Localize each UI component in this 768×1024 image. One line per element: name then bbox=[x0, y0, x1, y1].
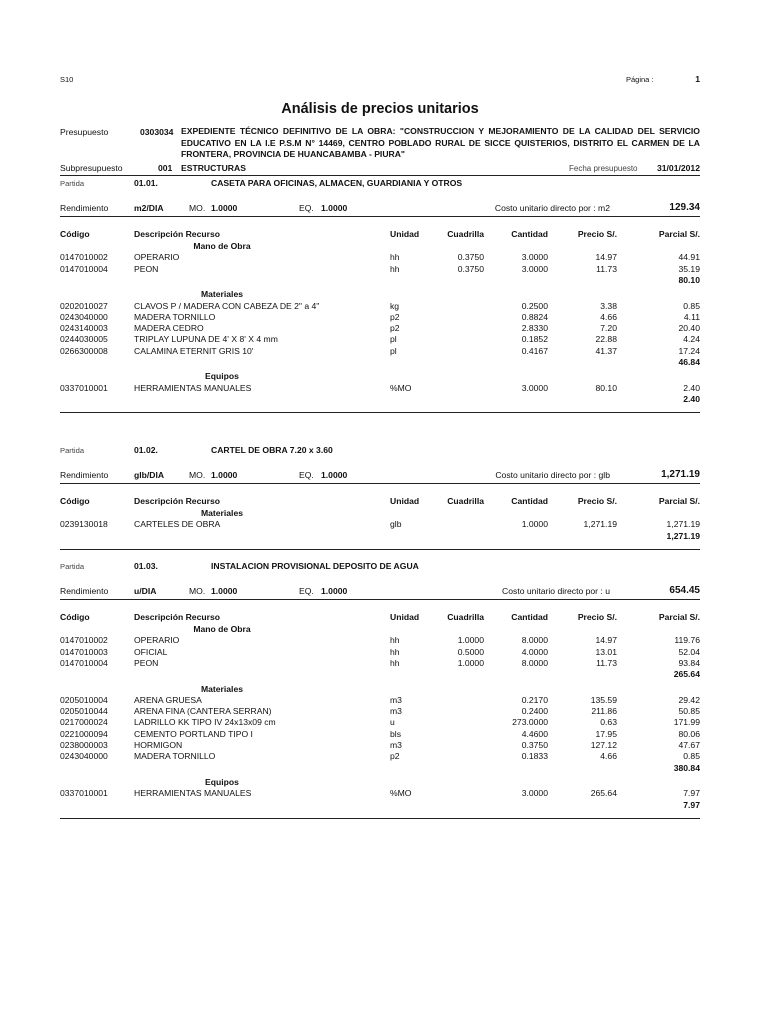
row-description: PEON bbox=[134, 263, 159, 274]
row-unit: m3 bbox=[390, 740, 402, 750]
row-code: 0147010004 bbox=[60, 657, 108, 668]
cost-label: Costo unitario directo por : u bbox=[502, 586, 610, 596]
row-code: 0221000094 bbox=[60, 728, 108, 739]
partida-code: 01.02. bbox=[134, 445, 158, 455]
divider bbox=[60, 549, 700, 550]
col-descripcion: Descripción Recurso bbox=[134, 612, 220, 622]
row-cantidad: 4.4600 bbox=[521, 728, 548, 739]
col-precio: Precio S/. bbox=[577, 229, 617, 239]
page-title: Análisis de precios unitarios bbox=[281, 101, 479, 117]
row-description: HORMIGON bbox=[134, 740, 183, 750]
row-code: 0243040000 bbox=[60, 751, 108, 762]
row-cantidad: 0.2400 bbox=[521, 706, 548, 717]
row-cantidad: 0.1833 bbox=[521, 751, 548, 762]
group-title: Equipos bbox=[205, 371, 239, 382]
row-unit: %MO bbox=[390, 382, 412, 393]
rendimiento-unit: m2/DIA bbox=[134, 203, 164, 213]
mo-value: 1.0000 bbox=[211, 203, 238, 213]
divider bbox=[60, 216, 700, 217]
col-codigo: Código bbox=[60, 612, 90, 622]
row-code: 0243140003 bbox=[60, 323, 108, 334]
group-subtotal: 7.97 bbox=[683, 799, 700, 810]
cost-value: 1,271.19 bbox=[661, 469, 700, 480]
row-cantidad: 0.2170 bbox=[521, 694, 548, 705]
row-cantidad: 0.3750 bbox=[521, 740, 548, 750]
row-cantidad: 0.1852 bbox=[521, 334, 548, 345]
row-code: 0202010027 bbox=[60, 300, 108, 311]
row-code: 0205010004 bbox=[60, 694, 108, 705]
row-cantidad: 3.0000 bbox=[521, 382, 548, 393]
rendimiento-label: Rendimiento bbox=[60, 203, 109, 213]
row-precio: 127.12 bbox=[590, 740, 617, 750]
row-code: 0147010002 bbox=[60, 252, 108, 263]
row-description: HERRAMIENTAS MANUALES bbox=[134, 382, 252, 393]
row-parcial: 47.67 bbox=[678, 740, 700, 750]
row-precio: 11.73 bbox=[596, 657, 617, 668]
row-parcial: 119.76 bbox=[674, 635, 700, 646]
row-parcial: 52.04 bbox=[678, 646, 700, 657]
row-parcial: 4.24 bbox=[683, 334, 700, 345]
partida-label: Partida bbox=[60, 446, 85, 455]
col-unidad: Unidad bbox=[390, 612, 420, 622]
divider bbox=[60, 412, 700, 413]
col-descripcion: Descripción Recurso bbox=[134, 496, 220, 506]
row-unit: m3 bbox=[390, 694, 402, 705]
row-precio: 265.64 bbox=[590, 788, 617, 799]
subpresupuesto-name: ESTRUCTURAS bbox=[181, 163, 246, 173]
row-description: MADERA TORNILLO bbox=[134, 751, 216, 762]
row-unit: hh bbox=[390, 635, 400, 646]
row-precio: 80.10 bbox=[595, 382, 617, 393]
col-cuadrilla: Cuadrilla bbox=[447, 496, 484, 506]
row-parcial: 29.42 bbox=[678, 694, 700, 705]
rendimiento-unit: u/DIA bbox=[134, 586, 157, 596]
row-parcial: 2.40 bbox=[683, 382, 700, 393]
col-codigo: Código bbox=[60, 496, 90, 506]
row-code: 0239130018 bbox=[60, 519, 108, 530]
row-code: 0238000003 bbox=[60, 740, 108, 750]
row-precio: 41.37 bbox=[595, 345, 617, 356]
row-description: CALAMINA ETERNIT GRIS 10' bbox=[134, 345, 254, 356]
col-cantidad: Cantidad bbox=[511, 496, 548, 506]
cost-value: 654.45 bbox=[669, 585, 700, 596]
col-parcial: Parcial S/. bbox=[658, 612, 700, 622]
row-description: LADRILLO KK TIPO IV 24x13x09 cm bbox=[134, 717, 276, 728]
rendimiento-unit: glb/DIA bbox=[134, 470, 165, 480]
row-unit: %MO bbox=[390, 788, 412, 799]
subpresupuesto-label: Subpresupuesto bbox=[60, 163, 123, 173]
mo-value: 1.0000 bbox=[211, 586, 238, 596]
col-unidad: Unidad bbox=[390, 229, 420, 239]
row-description: MADERA CEDRO bbox=[134, 323, 204, 334]
row-parcial: 93.84 bbox=[678, 657, 700, 668]
row-description: PEON bbox=[134, 657, 159, 668]
partida-name: CASETA PARA OFICINAS, ALMACEN, GUARDIANIA Y OTROS bbox=[211, 178, 463, 188]
presupuesto-label: Presupuesto bbox=[60, 127, 109, 137]
mo-label: MO. bbox=[189, 586, 206, 596]
row-description: MADERA TORNILLO bbox=[134, 311, 216, 322]
eq-label: EQ. bbox=[299, 470, 314, 480]
row-cuadrilla: 0.3750 bbox=[457, 263, 484, 274]
row-unit: hh bbox=[390, 657, 400, 668]
row-description: CEMENTO PORTLAND TIPO I bbox=[134, 728, 253, 739]
row-cantidad: 0.8824 bbox=[521, 311, 548, 322]
row-parcial: 7.97 bbox=[683, 788, 700, 799]
partida-label: Partida bbox=[60, 179, 85, 188]
row-cantidad: 3.0000 bbox=[521, 252, 548, 263]
row-parcial: 80.06 bbox=[678, 728, 700, 739]
row-parcial: 35.19 bbox=[678, 263, 700, 274]
row-cuadrilla: 0.3750 bbox=[457, 252, 484, 263]
row-parcial: 50.85 bbox=[678, 706, 700, 717]
eq-value: 1.0000 bbox=[321, 203, 348, 213]
row-code: 0243040000 bbox=[60, 311, 108, 322]
row-code: 0244030005 bbox=[60, 334, 108, 345]
group-subtotal: 2.40 bbox=[683, 393, 700, 404]
col-parcial: Parcial S/. bbox=[658, 229, 700, 239]
row-unit: pl bbox=[390, 345, 397, 356]
row-code: 0205010044 bbox=[60, 706, 108, 717]
row-code: 0217000024 bbox=[60, 717, 108, 728]
row-unit: bls bbox=[390, 728, 401, 739]
eq-value: 1.0000 bbox=[321, 470, 348, 480]
row-cuadrilla: 1.0000 bbox=[457, 657, 484, 668]
row-unit: glb bbox=[390, 519, 402, 530]
col-parcial: Parcial S/. bbox=[658, 496, 700, 506]
row-precio: 4.66 bbox=[600, 751, 617, 762]
row-unit: hh bbox=[390, 263, 400, 274]
row-cuadrilla: 0.5000 bbox=[457, 646, 484, 657]
row-precio: 4.66 bbox=[600, 311, 617, 322]
page-number: 1 bbox=[695, 74, 700, 84]
row-precio: 3.38 bbox=[600, 300, 617, 311]
row-precio: 135.59 bbox=[590, 694, 617, 705]
rendimiento-label: Rendimiento bbox=[60, 470, 109, 480]
row-cantidad: 3.0000 bbox=[521, 263, 548, 274]
row-cantidad: 0.4167 bbox=[521, 345, 548, 356]
group-subtotal: 46.84 bbox=[678, 357, 700, 367]
row-unit: u bbox=[390, 717, 395, 728]
partida-code: 01.01. bbox=[134, 178, 158, 188]
presupuesto-description: EXPEDIENTE TÉCNICO DEFINITIVO DE LA OBRA: "CONSTRUCCION Y MEJORAMIENTO DE LA CALIDAD DEL SERVICIO EDUCATIVO EN LA I.E P.S.M N° 14469, CENTRO POBLADO RURAL DE SICCE QUISTERIOS, DISTRITO EL CARMEN DE LA FRONTERA, PROVINCIA DE HUANCABAMBA - PIURA" bbox=[181, 126, 700, 159]
fecha-value: 31/01/2012 bbox=[656, 163, 700, 173]
divider bbox=[60, 818, 700, 819]
row-parcial: 20.40 bbox=[678, 323, 700, 334]
row-unit: m3 bbox=[390, 706, 402, 717]
row-cantidad: 1.0000 bbox=[521, 519, 548, 530]
partida-name: CARTEL DE OBRA 7.20 x 3.60 bbox=[211, 445, 333, 455]
group-title: Mano de Obra bbox=[193, 241, 251, 251]
col-cuadrilla: Cuadrilla bbox=[447, 229, 484, 239]
page-label: Página : bbox=[626, 75, 654, 84]
row-unit: p2 bbox=[390, 751, 400, 762]
row-code: 0147010004 bbox=[60, 263, 108, 274]
col-cantidad: Cantidad bbox=[511, 229, 548, 239]
row-cantidad: 2.8330 bbox=[521, 323, 548, 334]
partida-code: 01.03. bbox=[134, 561, 158, 571]
eq-label: EQ. bbox=[299, 586, 314, 596]
row-cantidad: 8.0000 bbox=[521, 657, 548, 668]
row-precio: 11.73 bbox=[596, 263, 617, 274]
divider bbox=[60, 175, 700, 176]
row-parcial: 171.99 bbox=[673, 717, 700, 728]
row-parcial: 0.85 bbox=[683, 300, 700, 311]
row-cantidad: 8.0000 bbox=[521, 635, 548, 646]
col-precio: Precio S/. bbox=[577, 612, 617, 622]
col-cantidad: Cantidad bbox=[511, 612, 548, 622]
row-code: 0337010001 bbox=[60, 382, 108, 393]
row-cantidad: 273.0000 bbox=[512, 717, 548, 728]
col-precio: Precio S/. bbox=[577, 496, 617, 506]
row-description: ARENA GRUESA bbox=[134, 694, 202, 705]
row-unit: pl bbox=[390, 334, 397, 345]
mo-label: MO. bbox=[189, 203, 206, 213]
row-unit: hh bbox=[390, 252, 400, 263]
row-precio: 13.01 bbox=[595, 646, 617, 657]
cost-label: Costo unitario directo por : glb bbox=[495, 470, 610, 480]
report-code: S10 bbox=[60, 75, 74, 84]
fecha-label: Fecha presupuesto bbox=[569, 164, 638, 173]
row-cantidad: 0.2500 bbox=[521, 300, 548, 311]
row-description: TRIPLAY LUPUNA DE 4' X 8' X 4 mm bbox=[134, 334, 278, 345]
row-precio: 22.88 bbox=[595, 334, 617, 345]
col-unidad: Unidad bbox=[390, 496, 420, 506]
row-description: ARENA FINA (CANTERA SERRAN) bbox=[134, 706, 272, 717]
subpresupuesto-code: 001 bbox=[158, 163, 173, 173]
eq-value: 1.0000 bbox=[321, 586, 348, 596]
group-title: Materiales bbox=[200, 289, 244, 300]
col-descripcion: Descripción Recurso bbox=[134, 229, 220, 239]
cost-value: 129.34 bbox=[669, 202, 700, 213]
col-codigo: Código bbox=[60, 229, 90, 239]
row-code: 0147010002 bbox=[60, 635, 108, 646]
row-description: HERRAMIENTAS MANUALES bbox=[134, 788, 252, 799]
row-precio: 14.97 bbox=[595, 252, 617, 263]
row-cantidad: 4.0000 bbox=[521, 646, 548, 657]
row-unit: kg bbox=[390, 300, 400, 311]
row-description: CLAVOS P / MADERA CON CABEZA DE 2" a 4" bbox=[134, 300, 320, 311]
row-precio: 7.20 bbox=[600, 323, 617, 334]
partida-name: INSTALACION PROVISIONAL DEPOSITO DE AGUA bbox=[211, 561, 419, 571]
group-subtotal: 380.84 bbox=[673, 762, 700, 773]
row-code: 0147010003 bbox=[60, 646, 108, 657]
row-description: OFICIAL bbox=[134, 646, 168, 657]
row-description: OPERARIO bbox=[134, 252, 180, 263]
row-code: 0337010001 bbox=[60, 788, 108, 799]
row-precio: 211.86 bbox=[591, 706, 617, 717]
group-subtotal: 1,271.19 bbox=[666, 530, 700, 541]
row-precio: 0.63 bbox=[600, 717, 617, 728]
presupuesto-code: 0303034 bbox=[140, 127, 174, 137]
row-unit: hh bbox=[390, 646, 400, 657]
group-title: Equipos bbox=[205, 776, 239, 787]
row-code: 0266300008 bbox=[60, 345, 108, 356]
row-parcial: 44.91 bbox=[678, 252, 700, 263]
row-parcial: 0.85 bbox=[683, 751, 700, 762]
group-title: Mano de Obra bbox=[193, 624, 251, 634]
row-precio: 17.95 bbox=[595, 728, 617, 739]
divider bbox=[60, 599, 700, 600]
row-description: OPERARIO bbox=[134, 635, 180, 646]
col-cuadrilla: Cuadrilla bbox=[447, 612, 484, 622]
partida-label: Partida bbox=[60, 562, 85, 571]
group-subtotal: 80.10 bbox=[678, 274, 700, 285]
group-title: Materiales bbox=[200, 683, 244, 694]
group-subtotal: 265.64 bbox=[673, 669, 700, 680]
row-description: CARTELES DE OBRA bbox=[134, 519, 221, 530]
mo-value: 1.0000 bbox=[211, 470, 238, 480]
mo-label: MO. bbox=[189, 470, 206, 480]
row-unit: p2 bbox=[390, 311, 400, 322]
row-parcial: 4.11 bbox=[683, 311, 700, 322]
rendimiento-label: Rendimiento bbox=[60, 586, 109, 596]
row-unit: p2 bbox=[390, 323, 400, 334]
row-precio: 1,271.19 bbox=[583, 519, 617, 530]
cost-label: Costo unitario directo por : m2 bbox=[494, 203, 610, 213]
row-parcial: 1,271.19 bbox=[666, 519, 700, 530]
row-cuadrilla: 1.0000 bbox=[457, 635, 484, 646]
row-precio: 14.97 bbox=[595, 635, 617, 646]
row-cantidad: 3.0000 bbox=[521, 788, 548, 799]
row-parcial: 17.24 bbox=[678, 345, 700, 356]
divider bbox=[60, 483, 700, 484]
eq-label: EQ. bbox=[299, 203, 314, 213]
group-title: Materiales bbox=[200, 508, 244, 518]
